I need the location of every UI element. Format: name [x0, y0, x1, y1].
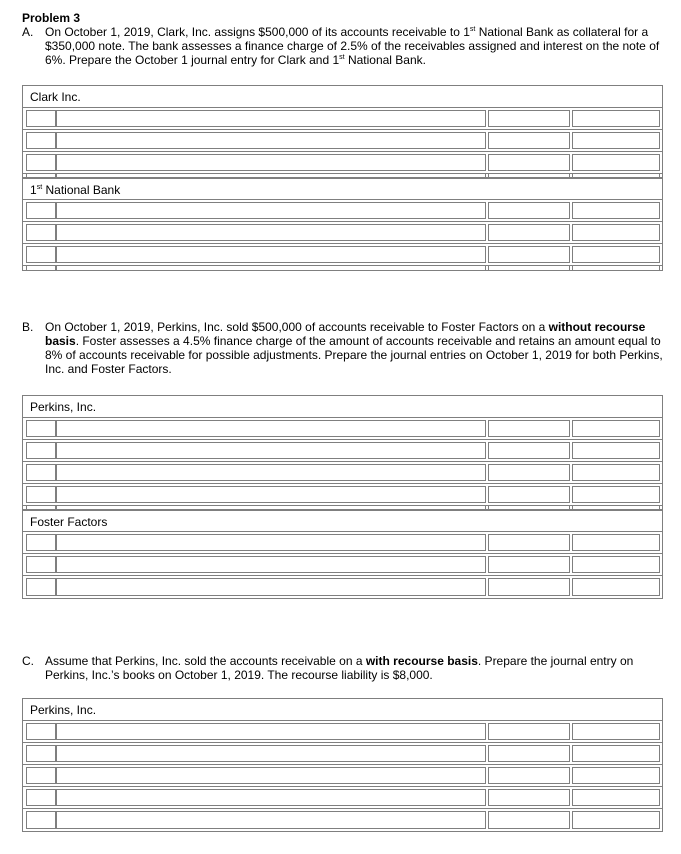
account-cell[interactable] [56, 578, 486, 596]
credit-cell[interactable] [572, 789, 660, 806]
credit-cell[interactable] [572, 442, 660, 459]
debit-cell[interactable] [488, 811, 570, 829]
debit-cell[interactable] [488, 789, 570, 806]
part-a-text: On October 1, 2019, Clark, Inc. assigns $500,000 of its accounts receivable to 1st National Bank as collateral for a $350,000 note. The bank assesses a finance charge of 2.5% of the receivables assigned and interest on the note of 6%. Prepare the October 1 journal entry for Clark and 1st National Bank. [45, 25, 660, 67]
part-c-label: C. [22, 654, 34, 668]
journal-row-spacer [23, 174, 662, 178]
debit-cell[interactable] [488, 420, 570, 437]
debit-cell[interactable] [488, 442, 570, 459]
part-a-instructions [22, 25, 667, 67]
credit-cell[interactable] [572, 556, 660, 573]
date-cell[interactable] [26, 110, 56, 127]
credit-cell[interactable] [572, 420, 660, 437]
date-cell[interactable] [26, 723, 56, 740]
debit-cell[interactable] [488, 578, 570, 596]
table-header-clark: Clark Inc. [23, 86, 662, 108]
date-cell[interactable] [26, 132, 56, 149]
account-cell[interactable] [56, 723, 486, 740]
table-header-perkins: Perkins, Inc. [23, 396, 662, 418]
account-cell[interactable] [56, 486, 486, 503]
journal-table-part-b [22, 395, 663, 599]
date-cell[interactable] [26, 224, 56, 241]
table-header-first-national-bank: 1st National Bank [23, 178, 662, 200]
debit-cell[interactable] [488, 202, 570, 219]
journal-row [23, 418, 662, 440]
journal-row [23, 152, 662, 174]
debit-cell[interactable] [488, 154, 570, 171]
journal-row [23, 787, 662, 809]
table-header-perkins-c: Perkins, Inc. [23, 699, 662, 721]
journal-row [23, 554, 662, 576]
date-cell[interactable] [26, 578, 56, 596]
credit-cell[interactable] [572, 246, 660, 263]
account-cell[interactable] [56, 464, 486, 481]
account-cell[interactable] [56, 811, 486, 829]
journal-row [23, 809, 662, 831]
debit-cell[interactable] [488, 224, 570, 241]
credit-cell[interactable] [572, 132, 660, 149]
date-cell[interactable] [26, 534, 56, 551]
date-cell[interactable] [26, 442, 56, 459]
journal-row [23, 532, 662, 554]
credit-cell[interactable] [572, 811, 660, 829]
date-cell[interactable] [26, 464, 56, 481]
journal-row [23, 484, 662, 506]
journal-row-spacer [23, 506, 662, 510]
part-b-instructions [22, 320, 667, 376]
credit-cell[interactable] [572, 202, 660, 219]
debit-cell[interactable] [488, 132, 570, 149]
debit-cell[interactable] [488, 556, 570, 573]
account-cell[interactable] [56, 534, 486, 551]
part-b-text: On October 1, 2019, Perkins, Inc. sold $500,000 of accounts receivable to Foster Factors on a without recourse basis. Foster assesses a 4.5% finance charge of the amount of accounts receivable and retains an amount equal to 8% of accounts receivable for possible adjustments. Prepare the journal entries on October 1, 2019 for both Perkins, Inc. and Foster Factors. [45, 320, 663, 376]
credit-cell[interactable] [572, 767, 660, 784]
journal-row [23, 576, 662, 598]
debit-cell[interactable] [488, 534, 570, 551]
journal-row [23, 440, 662, 462]
debit-cell[interactable] [488, 745, 570, 762]
date-cell[interactable] [26, 811, 56, 829]
part-a-label: A. [22, 25, 34, 39]
account-cell[interactable] [56, 789, 486, 806]
account-cell[interactable] [56, 154, 486, 171]
account-cell[interactable] [56, 224, 486, 241]
credit-cell[interactable] [572, 745, 660, 762]
debit-cell[interactable] [488, 767, 570, 784]
credit-cell[interactable] [572, 486, 660, 503]
problem-title: Problem 3 [22, 11, 81, 25]
credit-cell[interactable] [572, 110, 660, 127]
account-cell[interactable] [56, 132, 486, 149]
credit-cell[interactable] [572, 723, 660, 740]
debit-cell[interactable] [488, 723, 570, 740]
date-cell[interactable] [26, 486, 56, 503]
account-cell[interactable] [56, 442, 486, 459]
credit-cell[interactable] [572, 534, 660, 551]
journal-row [23, 222, 662, 244]
journal-row [23, 462, 662, 484]
journal-row [23, 200, 662, 222]
journal-row [23, 244, 662, 266]
credit-cell[interactable] [572, 224, 660, 241]
credit-cell[interactable] [572, 578, 660, 596]
journal-table-part-a [22, 85, 663, 271]
credit-cell[interactable] [572, 154, 660, 171]
journal-row-spacer [23, 266, 662, 270]
journal-row [23, 765, 662, 787]
date-cell[interactable] [26, 202, 56, 219]
journal-row [23, 108, 662, 130]
account-cell[interactable] [56, 745, 486, 762]
part-b-label: B. [22, 320, 34, 334]
journal-row [23, 130, 662, 152]
account-cell[interactable] [56, 767, 486, 784]
date-cell[interactable] [26, 789, 56, 806]
debit-cell[interactable] [488, 464, 570, 481]
date-cell[interactable] [26, 556, 56, 573]
debit-cell[interactable] [488, 486, 570, 503]
date-cell[interactable] [26, 420, 56, 437]
account-cell[interactable] [56, 556, 486, 573]
account-cell[interactable] [56, 202, 486, 219]
table-header-foster-factors: Foster Factors [23, 510, 662, 532]
account-cell[interactable] [56, 420, 486, 437]
journal-row [23, 743, 662, 765]
date-cell[interactable] [26, 246, 56, 263]
date-cell[interactable] [26, 154, 56, 171]
credit-cell[interactable] [572, 464, 660, 481]
journal-table-part-c [22, 698, 663, 832]
date-cell[interactable] [26, 745, 56, 762]
journal-row [23, 721, 662, 743]
account-cell[interactable] [56, 246, 486, 263]
account-cell[interactable] [56, 110, 486, 127]
debit-cell[interactable] [488, 246, 570, 263]
date-cell[interactable] [26, 767, 56, 784]
part-c-text: Assume that Perkins, Inc. sold the accounts receivable on a with recourse basis. Prepare the journal entry on Perkins, Inc.’s books on October 1, 2019. The recourse liability is $8,000. [45, 654, 634, 682]
part-c-instructions [22, 654, 667, 682]
debit-cell[interactable] [488, 110, 570, 127]
